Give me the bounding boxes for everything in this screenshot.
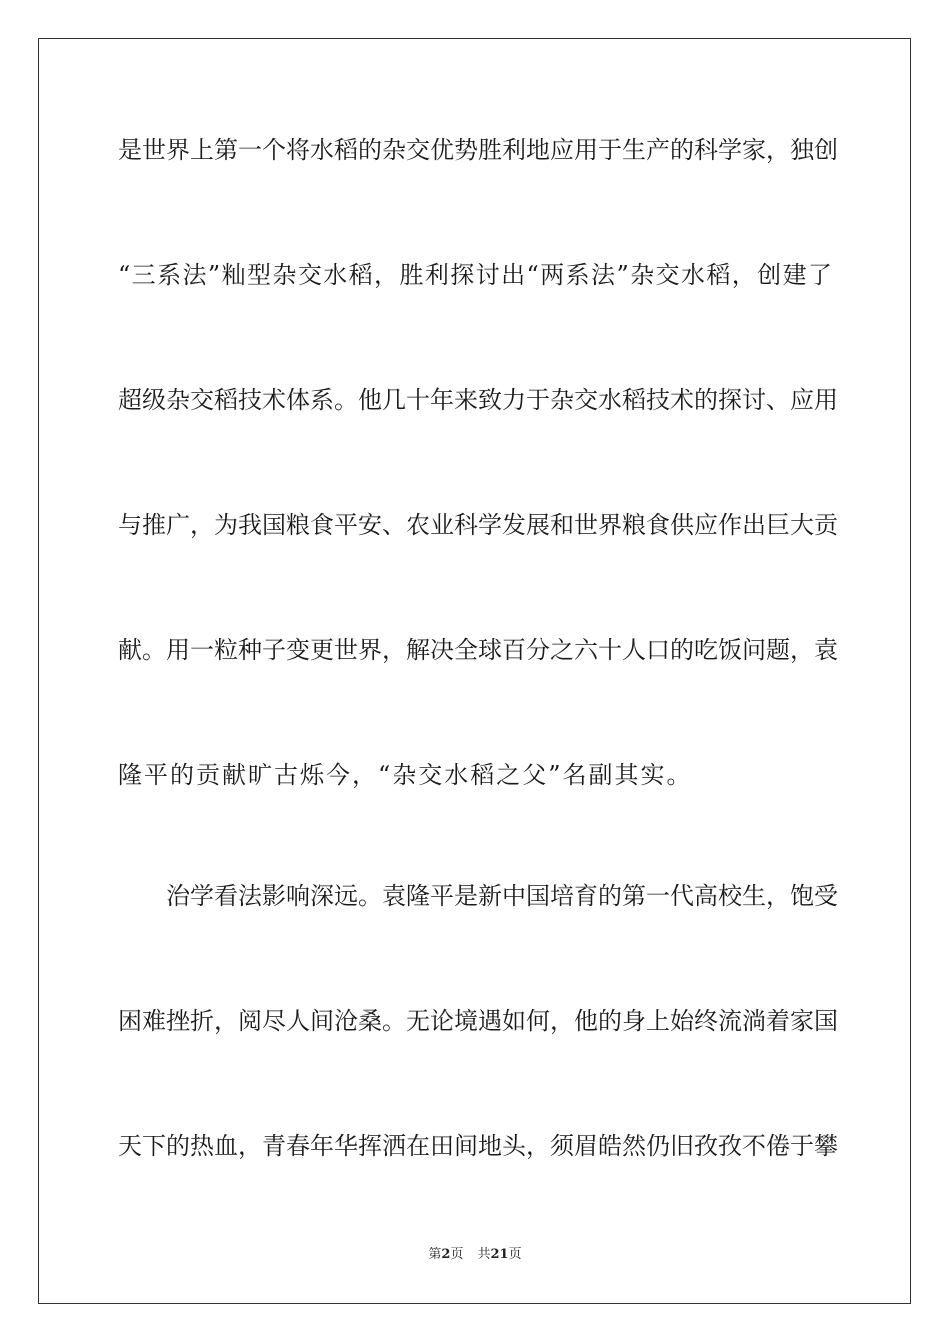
page-label-suffix: 页 bbox=[450, 1247, 464, 1262]
total-label-prefix: 共 bbox=[477, 1247, 491, 1262]
body-text-line-4: 与推广，为我国粮食平安、农业科学发展和世界粮食供应作出巨大贡 bbox=[118, 511, 838, 539]
body-text-line-6: 隆平的贡献旷古烁今，“杂交水稻之父”名副其实。 bbox=[118, 761, 693, 789]
page-border bbox=[38, 38, 911, 1304]
body-text-line-1: 是世界上第一个将水稻的杂交优势胜利地应用于生产的科学家，独创 bbox=[118, 136, 838, 164]
paragraph-2-line-2: 困难挫折，阅尽人间沧桑。无论境遇如何，他的身上始终流淌着家国 bbox=[118, 1007, 838, 1035]
current-page-number: 2 bbox=[441, 1247, 451, 1262]
body-text-line-2: “三系法”籼型杂交水稻，胜利探讨出“两系法”杂交水稻，创建了 bbox=[118, 261, 832, 289]
body-text-line-5: 献。用一粒种子变更世界，解决全球百分之六十人口的吃饭问题，袁 bbox=[118, 636, 838, 664]
paragraph-2-line-3: 天下的热血，青春年华挥洒在田间地头，须眉皓然仍旧孜孜不倦于攀 bbox=[118, 1132, 838, 1160]
total-label-suffix: 页 bbox=[508, 1247, 522, 1262]
body-text-line-3: 超级杂交稻技术体系。他几十年来致力于杂交水稻技术的探讨、应用 bbox=[118, 386, 838, 414]
paragraph-2-line-1: 治学看法影响深远。袁隆平是新中国培育的第一代高校生，饱受 bbox=[166, 882, 838, 910]
page-label-prefix: 第 bbox=[428, 1247, 442, 1262]
page-footer bbox=[0, 1246, 950, 1264]
total-page-count: 21 bbox=[490, 1247, 509, 1262]
